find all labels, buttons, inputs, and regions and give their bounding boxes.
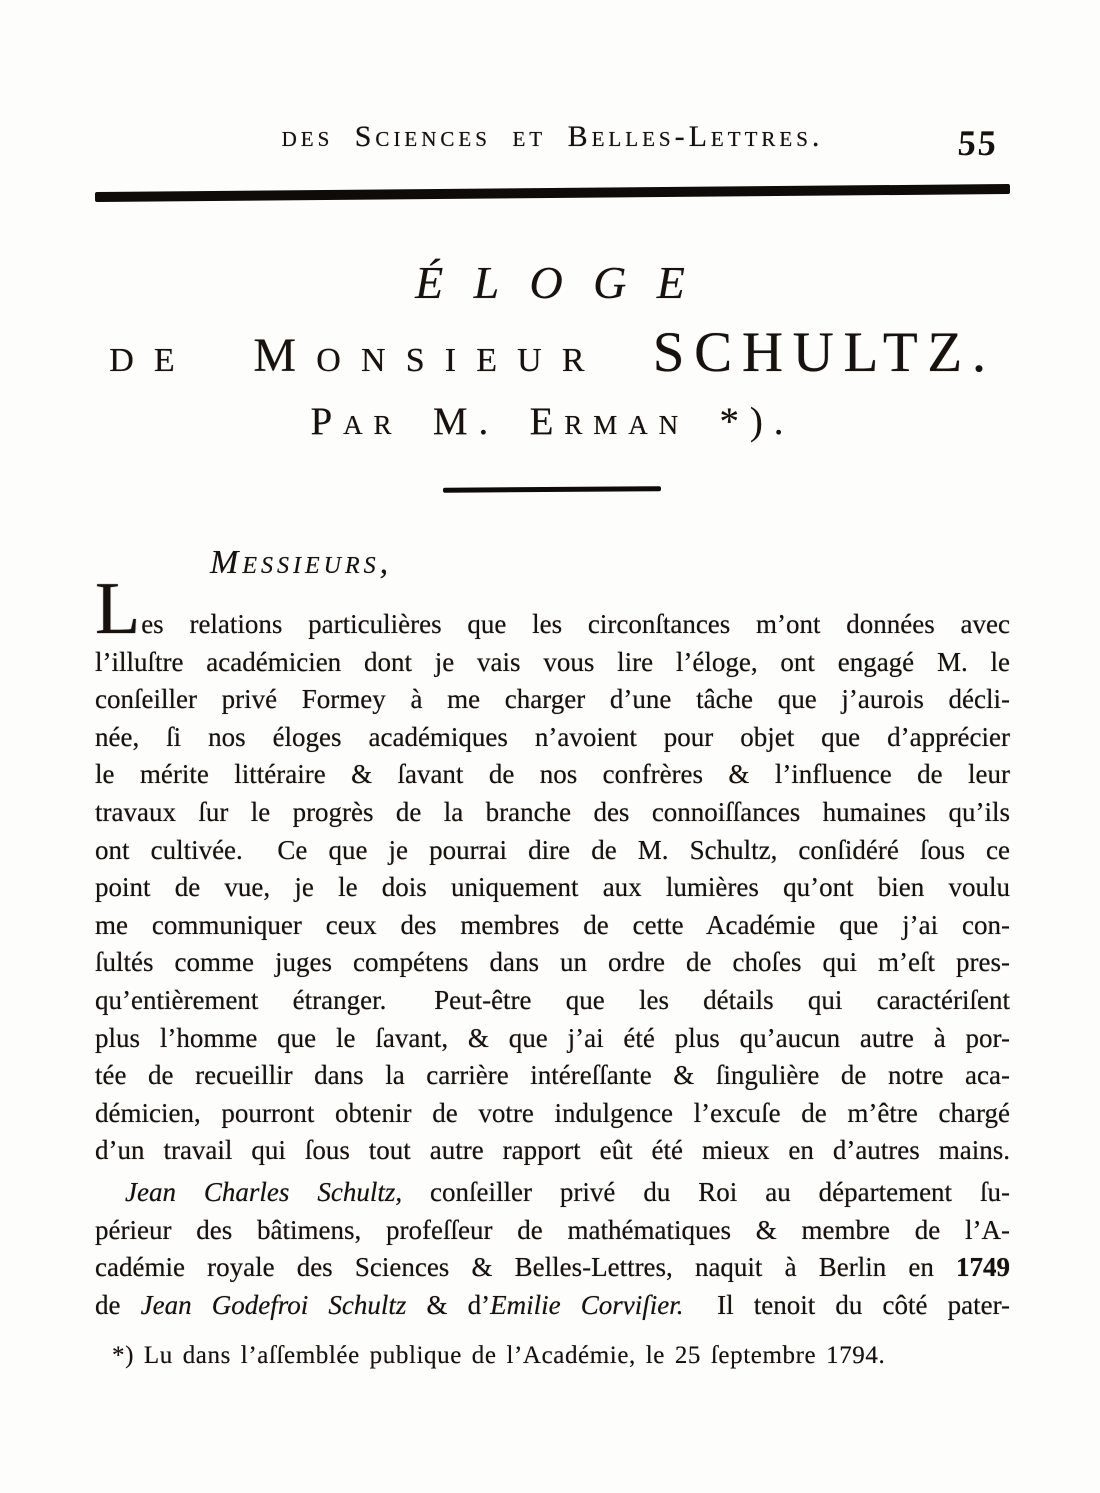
salutation: Messieurs, — [210, 544, 393, 581]
text-line — [95, 681, 1010, 719]
dedication-prefix: de Monsieur — [109, 329, 605, 382]
text-line — [95, 869, 1010, 907]
text-segment: le mérite littéraire & ſavant de nos confrères & l’influence de leur — [95, 759, 1010, 790]
text-line — [95, 832, 1010, 870]
page-title: ÉLOGE — [415, 257, 716, 308]
text-segment: Jean Godefroi Schultz — [140, 1289, 407, 1320]
text-line — [95, 944, 1010, 982]
text-line — [95, 907, 1010, 945]
page-number: 55 — [956, 123, 1000, 163]
text-segment: qu’entièrement étranger. Peut-être que les détails qui caractériſent — [95, 984, 1010, 1015]
text-line — [95, 756, 1010, 794]
text-line — [95, 1095, 1010, 1133]
text-segment: me communiquer ceux des membres de cette Académie que j’ai con- — [95, 909, 1010, 940]
text-segment: Il tenoit du côté pater- — [683, 1289, 1011, 1320]
text-line — [95, 1249, 1010, 1287]
text-line — [95, 1057, 1010, 1095]
dedication-name: SCHULTZ. — [652, 321, 996, 384]
drop-cap-initial: L — [95, 568, 142, 650]
text-line — [95, 1174, 1010, 1212]
text-segment: conſeiller privé Formey à me charger d’une tâche que j’aurois décli- — [95, 684, 1010, 715]
text-segment: 1749 — [956, 1252, 1010, 1283]
text-segment: périeur des bâtimens, profeſſeur de mathématiques & membre de l’A- — [95, 1214, 1010, 1245]
footnote: *) Lu dans l’aſſemblée publique de l’Académie, le 25 ſeptembre 1794. — [112, 1342, 886, 1369]
text-segment: d’un travail qui ſous tout autre rapport eût été mieux en d’autres mains. — [95, 1135, 1010, 1166]
text-segment: plus l’homme que le ſavant, & que j’ai été plus qu’aucun autre à por- — [95, 1022, 1010, 1053]
text-line — [95, 1132, 1010, 1170]
text-segment: Emilie Corviſier. — [490, 1289, 684, 1320]
text-line — [95, 982, 1010, 1020]
text-segment: ont cultivée. Ce que je pourrai dire de M. Schultz, conſidéré ſous ce — [95, 834, 1010, 865]
body-text — [95, 568, 1011, 1324]
opening-paragraph — [95, 568, 1010, 1170]
text-segment: conſeiller privé du Roi au département ſu- — [402, 1176, 1010, 1207]
running-title: des Sciences et Belles-Lettres. — [281, 120, 824, 153]
text-segment: ſultés comme juges compétens dans un ordre de choſes qui m’eſt pres- — [95, 947, 1010, 978]
text-segment: l’illuſtre académicien dont je vais vous lire l’éloge, ont engagé M. le — [95, 646, 1010, 677]
text-line — [95, 794, 1010, 832]
text-line — [95, 568, 1010, 650]
text-line — [95, 719, 1010, 757]
text-segment: point de vue, je le dois uniquement aux lumières qu’ont bien voulu — [95, 872, 1010, 903]
text-segment: cadémie royale des Sciences & Belles-Lettres, naquit à Berlin en — [95, 1252, 956, 1283]
text-segment: démicien, pourront obtenir de votre indulgence l’excuſe de m’être chargé — [95, 1097, 1010, 1128]
running-header — [95, 120, 1010, 154]
byline: Par M. Erman *). — [310, 400, 795, 443]
text-segment: de — [95, 1289, 141, 1320]
header-divider-rule — [95, 184, 1010, 202]
text-line — [95, 1212, 1010, 1250]
text-segment: Jean Charles Schultz, — [125, 1176, 403, 1207]
text-segment: es relations particulières que les circonſtances m’ont données avec — [141, 609, 1010, 639]
dedication-line — [95, 320, 1010, 385]
text-line — [95, 1287, 1010, 1325]
text-segment: née, ſi nos éloges académiques n’avoient pour objet que d’apprécier — [95, 721, 1010, 752]
text-segment: tée de recueillir dans la carrière intéreſſante & ſingulière de notre aca- — [95, 1060, 1010, 1091]
title-separator-rule — [443, 486, 661, 493]
text-segment: & d’ — [406, 1289, 491, 1320]
text-line — [95, 1020, 1010, 1058]
text-line — [95, 644, 1010, 682]
text-segment: travaux ſur le progrès de la branche des connoiſſances humaines qu’ils — [95, 796, 1010, 827]
biography-paragraph — [95, 1174, 1010, 1324]
